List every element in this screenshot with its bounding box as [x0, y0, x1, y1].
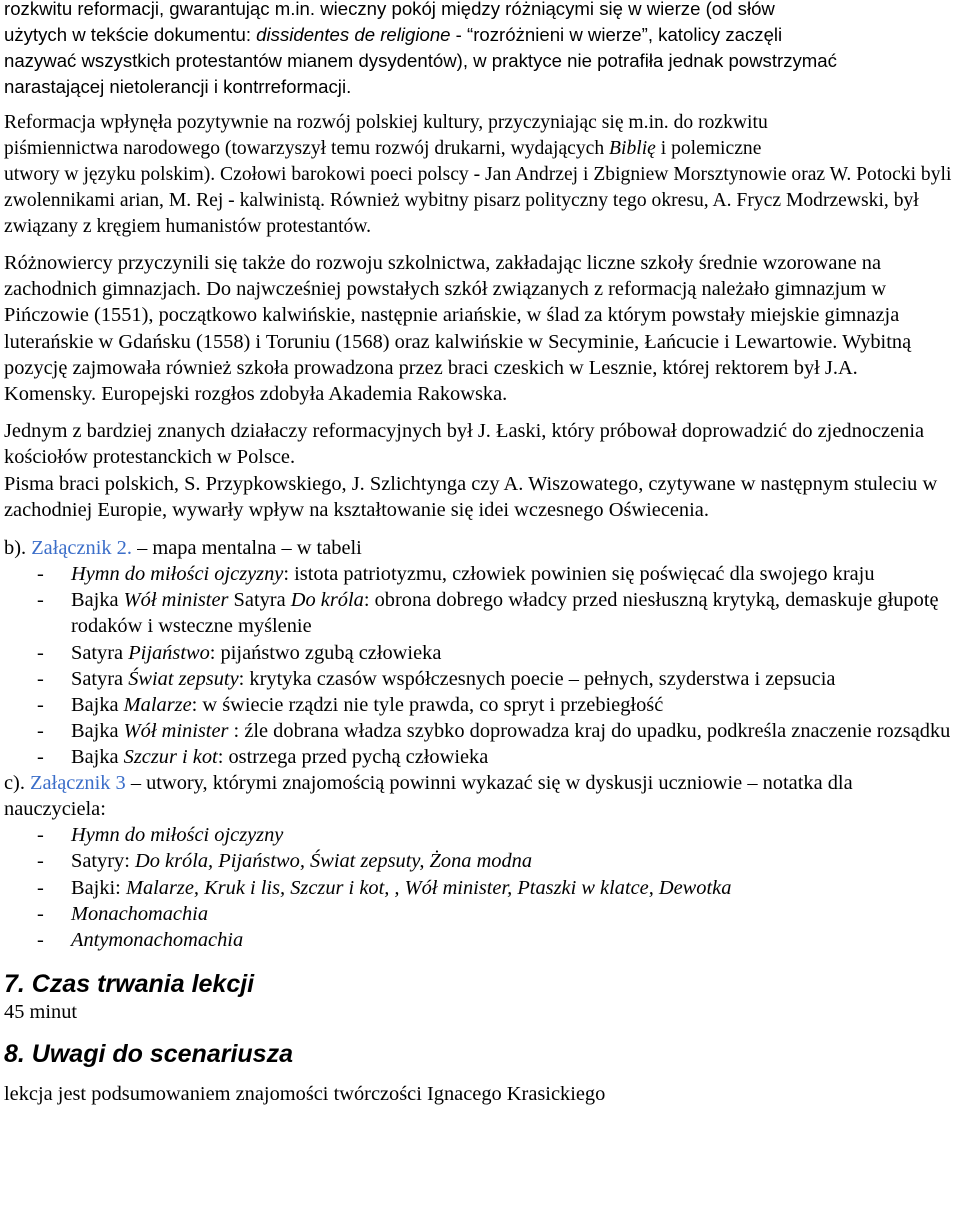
duration-value: 45 minut [4, 1000, 78, 1023]
section-c-title: c). Załącznik 3 – utwory, którymi znajomością powinni wykazać się w dyskusji uczniowie – notatka dla nauczyciela: [4, 771, 853, 821]
list-item: - Bajka Wół minister : źle dobrana władza szybko doprowadza kraj do upadku, podkreśla znaczenie rozsądku [37, 719, 951, 742]
heading-lesson-duration: 7. Czas trwania lekcji [4, 969, 255, 998]
text-line: narastającej nietolerancji i kontrreformacji. [4, 76, 352, 97]
list-item: - Hymn do miłości ojczyzny [37, 824, 284, 847]
attachment-2-link[interactable]: Załącznik 2. [31, 537, 132, 560]
text-block: utwory w języku polskim). Czołowi barokowi poeci polscy - Jan Andrzej i Zbigniew Morsztynowie oraz W. Potocki byli zwolennikami arian, M. Rej - kalwinistą. Również wybitny pisarz polityczny tego okresu, A. Frycz Modrzewski, był związany z kręgiem humanistów protestantów. [4, 164, 952, 237]
list-item: - Hymn do miłości ojczyzny: istota patriotyzmu, człowiek powinien się poświęcać dla swojego kraju [37, 563, 875, 586]
heading-scenario-remarks: 8. Uwagi do scenariusza [4, 1040, 293, 1069]
text-line: rozkwitu reformacji, gwarantując m.in. wieczny pokój między różniącymi się w wierze (od słów [4, 0, 775, 19]
section-b-title: b). Załącznik 2. – mapa mentalna – w tabeli [4, 537, 362, 560]
bible-title: Biblię [609, 138, 656, 159]
mind-map-list [4, 561, 954, 770]
list-item: - Monachomachia [37, 902, 209, 925]
section-b [4, 535, 954, 770]
attachment-3-link[interactable]: Załącznik 3 [30, 771, 126, 794]
paragraph-schools: Różnowiercy przyczynili się także do rozwoju szkolnictwa, zakładając liczne szkoły średnie wzorowane na zachodnich gimnazjach. Do najwcześniej powstałych szkół związanych z reformacją należało gimnazjum w Pińczowie (1551), początkowo kalwińskie, następnie ariańskie, w ślad za którym powstały miejskie gimnazja luterańskie w Gdańsku (1558) i Toruniu (1568) oraz kalwińskie w Secyminie, Łańcucie i Lewartowie. Wybitną pozycję zajmowała również szkoła prowadzona przez braci czeskich w Lesznie, której rektorem był J.A. Komensky. Europejski rozgłos zdobyła Akademia Rakowska. [4, 252, 912, 406]
text-line: użytych w tekście dokumentu: dissidentes de religione - “rozróżnieni w wierze”, katolicy zaczęli [4, 24, 783, 45]
paragraph-laski: Jednym z bardziej znanych działaczy reformacyjnych był J. Łaski, który próbował doprowadzić do zjednoczenia kościołów protestanckich w Polsce. [4, 420, 925, 469]
latin-term: dissidentes de religione [256, 24, 451, 45]
works-list [4, 822, 954, 952]
list-item: - Bajka Malarze: w świecie rządzi nie tyle prawda, co spryt i przebiegłość [37, 693, 664, 716]
section-c [4, 770, 954, 953]
remarks-text: lekcja jest podsumowaniem znajomości twórczości Ignacego Krasickiego [4, 1083, 606, 1106]
text-line: piśmiennictwa narodowego (towarzyszył temu rozwój drukarni, wydających Biblię i polemiczne [4, 138, 762, 159]
list-item: - Satyry: Do króla, Pijaństwo, Świat zepsuty, Żona modna [37, 850, 533, 873]
text-line: nazywać wszystkich protestantów mianem dysydentów), w praktyce nie potrafiła jednak powstrzymać [4, 50, 837, 71]
list-item: - Bajki: Malarze, Kruk i lis, Szczur i kot, , Wół minister, Ptaszki w klatce, Dewotka [37, 876, 732, 899]
list-item: - Satyra Pijaństwo: pijaństwo zgubą człowieka [37, 641, 442, 664]
paragraph-writings: Pisma braci polskich, S. Przypkowskiego, J. Szlichtynga czy A. Wiszowatego, czytywane w następnym stuleciu w zachodniej Europie, wywarły wpływ na kształtowanie się idei wczesnego Oświecenia. [4, 472, 938, 521]
paragraph-reformation-culture [4, 110, 954, 240]
list-item: - Bajka Szczur i kot: ostrzega przed pychą człowieka [37, 745, 489, 768]
text-line: Reformacja wpłynęła pozytywnie na rozwój polskiej kultury, przyczyniając się m.in. do rozkwitu [4, 112, 768, 133]
list-item: - Satyra Świat zepsuty: krytyka czasów współczesnych poecie – pełnych, szyderstwa i zepsucia [37, 667, 836, 690]
list-item: - Bajka Wół minister Satyra Do króla: obrona dobrego władcy przed niesłuszną krytyką, demaskuje głupotę rodaków i wsteczne myślenie [37, 589, 939, 638]
paragraph-intro [4, 0, 954, 100]
list-item: - Antymonachomachia [37, 928, 244, 951]
